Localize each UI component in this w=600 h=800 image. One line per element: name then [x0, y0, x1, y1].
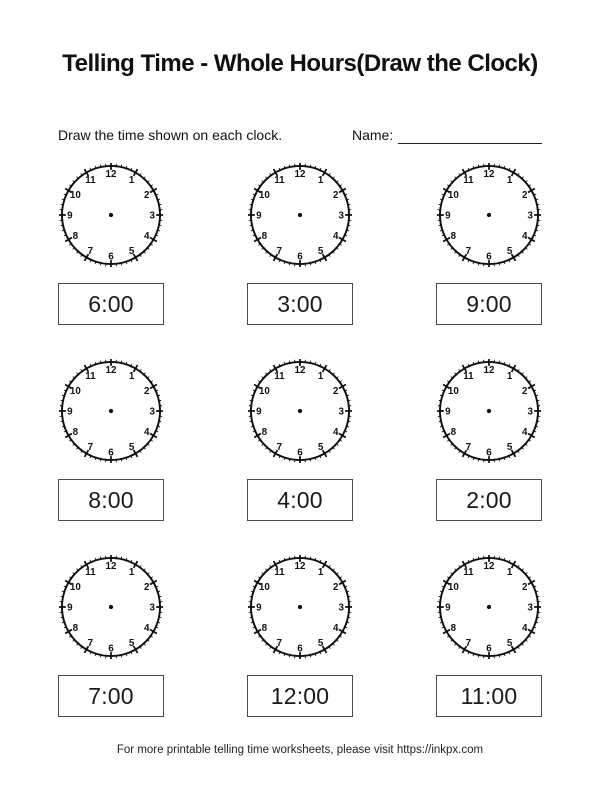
clock-number: 3	[338, 406, 344, 418]
clock-number: 2	[143, 189, 150, 201]
clock-number: 3	[527, 210, 533, 222]
clock-number: 1	[506, 370, 513, 382]
clock-exercise-cell	[247, 163, 353, 325]
clock-center-dot	[109, 213, 113, 217]
time-box	[436, 675, 542, 717]
time-label: 8:00	[88, 486, 134, 513]
clock-number: 5	[506, 442, 513, 454]
clock-number: 7	[465, 638, 472, 650]
clock-number: 8	[72, 427, 79, 439]
clock-number: 6	[297, 251, 303, 263]
footer-text: For more printable telling time worksheets, please visit https://inkpx.com	[116, 744, 484, 756]
time-box	[247, 479, 353, 521]
clock-face	[437, 163, 541, 267]
clock-number: 10	[447, 581, 459, 593]
clock-number: 1	[506, 174, 513, 186]
clock-number: 10	[258, 581, 270, 593]
clock-exercise-cell	[58, 163, 164, 325]
clock-number: 1	[506, 566, 513, 578]
clock-center-dot	[109, 409, 113, 413]
clock-center-dot	[487, 409, 491, 413]
time-box	[247, 283, 353, 325]
clock-number: 7	[87, 246, 94, 258]
clock-face	[437, 359, 541, 463]
clock-number: 4	[521, 623, 528, 635]
time-label: 4:00	[277, 486, 323, 513]
clock-number: 11	[274, 174, 285, 186]
time-label: 9:00	[466, 290, 512, 317]
clock-number: 6	[486, 251, 492, 263]
instruction-text: Draw the time shown on each clock.	[58, 127, 283, 143]
clock-number: 6	[297, 643, 303, 655]
name-label: Name:	[352, 127, 394, 143]
clock-number: 7	[87, 638, 94, 650]
time-label: 2:00	[466, 486, 512, 513]
clock-face	[59, 555, 163, 659]
clock-number: 2	[332, 385, 339, 397]
clock-number: 8	[450, 231, 457, 243]
clock-number: 7	[87, 442, 94, 454]
clock-number: 8	[261, 427, 268, 439]
clock-number: 3	[149, 406, 155, 418]
clock-number: 4	[143, 231, 150, 243]
clock-number: 5	[317, 442, 324, 454]
clock-number: 7	[276, 246, 283, 258]
clock-face	[59, 359, 163, 463]
clock-number: 4	[332, 623, 339, 635]
clock-number: 6	[486, 643, 492, 655]
clock-face	[248, 555, 352, 659]
clock-number: 12	[294, 365, 306, 377]
clock-number: 11	[274, 370, 285, 382]
clock-exercise-cell	[58, 555, 164, 717]
clock-number: 1	[317, 370, 324, 382]
clock-number: 5	[506, 638, 513, 650]
clock-number: 10	[69, 385, 81, 397]
clock-face	[59, 163, 163, 267]
clock-number: 10	[258, 189, 270, 201]
clock-number: 11	[463, 370, 474, 382]
clock-number: 6	[108, 447, 114, 459]
clock-number: 7	[465, 442, 472, 454]
clock-number: 3	[149, 210, 155, 222]
clock-number: 9	[256, 406, 262, 418]
clock-number: 5	[128, 442, 135, 454]
clock-number: 10	[447, 189, 459, 201]
clock-number: 9	[445, 210, 451, 222]
clock-number: 5	[506, 246, 513, 258]
clock-number: 11	[85, 174, 96, 186]
clock-number: 2	[521, 385, 528, 397]
clock-number: 8	[450, 427, 457, 439]
clock-number: 1	[317, 174, 324, 186]
clock-number: 8	[261, 623, 268, 635]
clock-number: 7	[465, 246, 472, 258]
clock-number: 7	[276, 442, 283, 454]
clock-number: 12	[483, 561, 495, 573]
clock-number: 9	[256, 210, 262, 222]
clock-number: 8	[72, 623, 79, 635]
clock-exercise-cell	[247, 555, 353, 717]
clock-number: 4	[143, 623, 150, 635]
clock-number: 8	[261, 231, 268, 243]
clock-exercise-cell	[436, 163, 542, 325]
clock-number: 5	[317, 638, 324, 650]
clock-face	[248, 359, 352, 463]
clock-number: 5	[128, 246, 135, 258]
clock-number: 7	[276, 638, 283, 650]
clock-number: 12	[105, 169, 117, 181]
clock-center-dot	[298, 605, 302, 609]
time-box	[58, 479, 164, 521]
clock-grid	[58, 163, 542, 717]
clock-number: 4	[521, 427, 528, 439]
clock-number: 11	[463, 174, 474, 186]
clock-number: 11	[463, 566, 474, 578]
clock-number: 1	[128, 566, 135, 578]
clock-number: 6	[108, 643, 114, 655]
clock-number: 1	[317, 566, 324, 578]
time-box	[58, 675, 164, 717]
clock-number: 9	[445, 602, 451, 614]
clock-number: 9	[445, 406, 451, 418]
clock-number: 1	[128, 174, 135, 186]
clock-number: 3	[527, 406, 533, 418]
name-blank-line	[398, 127, 542, 144]
clock-center-dot	[298, 213, 302, 217]
clock-number: 8	[72, 231, 79, 243]
clock-number: 10	[69, 581, 81, 593]
clock-number: 6	[108, 251, 114, 263]
clock-number: 3	[338, 210, 344, 222]
clock-face	[248, 163, 352, 267]
clock-center-dot	[109, 605, 113, 609]
clock-number: 2	[332, 189, 339, 201]
time-label: 3:00	[277, 290, 323, 317]
name-field	[352, 126, 542, 144]
clock-number: 5	[317, 246, 324, 258]
clock-number: 6	[297, 447, 303, 459]
clock-center-dot	[298, 409, 302, 413]
clock-number: 10	[447, 385, 459, 397]
clock-number: 11	[274, 566, 285, 578]
time-label: 7:00	[88, 682, 134, 709]
clock-exercise-cell	[247, 359, 353, 521]
clock-face	[437, 555, 541, 659]
clock-number: 3	[149, 602, 155, 614]
time-label: 12:00	[270, 682, 330, 709]
time-box	[436, 283, 542, 325]
clock-number: 1	[128, 370, 135, 382]
clock-number: 12	[294, 561, 306, 573]
clock-number: 3	[527, 602, 533, 614]
time-box	[436, 479, 542, 521]
clock-number: 6	[486, 447, 492, 459]
clock-number: 10	[258, 385, 270, 397]
clock-number: 12	[483, 169, 495, 181]
clock-number: 2	[143, 385, 150, 397]
time-label: 6:00	[88, 290, 134, 317]
clock-number: 11	[85, 370, 96, 382]
clock-number: 12	[294, 169, 306, 181]
clock-number: 9	[67, 602, 73, 614]
clock-number: 2	[332, 581, 339, 593]
clock-number: 4	[332, 427, 339, 439]
clock-number: 12	[105, 365, 117, 377]
clock-number: 2	[521, 189, 528, 201]
clock-number: 2	[143, 581, 150, 593]
clock-number: 11	[85, 566, 96, 578]
clock-number: 4	[332, 231, 339, 243]
clock-number: 10	[69, 189, 81, 201]
clock-number: 4	[521, 231, 528, 243]
clock-number: 8	[450, 623, 457, 635]
clock-number: 3	[338, 602, 344, 614]
clock-center-dot	[487, 213, 491, 217]
clock-exercise-cell	[436, 555, 542, 717]
clock-number: 4	[143, 427, 150, 439]
clock-number: 12	[483, 365, 495, 377]
clock-exercise-cell	[436, 359, 542, 521]
clock-number: 9	[67, 406, 73, 418]
clock-center-dot	[487, 605, 491, 609]
clock-number: 12	[105, 561, 117, 573]
time-box	[247, 675, 353, 717]
time-label: 11:00	[460, 682, 518, 709]
clock-number: 5	[128, 638, 135, 650]
page-title: Telling Time - Whole Hours(Draw the Clock)	[62, 50, 538, 77]
clock-number: 9	[67, 210, 73, 222]
time-box	[58, 283, 164, 325]
clock-number: 2	[521, 581, 528, 593]
clock-exercise-cell	[58, 359, 164, 521]
clock-number: 9	[256, 602, 262, 614]
